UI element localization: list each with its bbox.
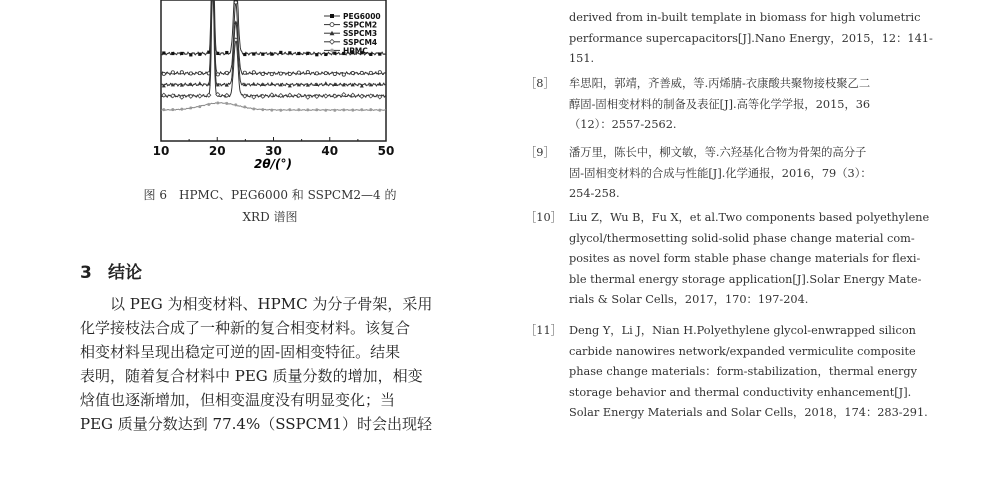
body-line: 以 PEG 为相变材料、HPMC 为分子骨架，采用 — [110, 295, 433, 313]
series-point-sspcm2 — [306, 71, 309, 74]
legend — [324, 12, 381, 55]
series-point-peg6000 — [198, 53, 201, 56]
series-point-hpmc — [342, 108, 345, 111]
series-point-peg6000 — [288, 51, 291, 54]
legend-label: SSPCM3 — [343, 29, 378, 39]
reference-line: Liu Z，Wu B，Fu X，et al.Two components based polyethylene — [569, 211, 930, 224]
reference-text — [569, 208, 965, 311]
reference-text — [569, 8, 965, 70]
reference-line: carbide nanowires network/expanded vermiculite composite — [569, 344, 916, 358]
series-point-peg6000 — [261, 53, 264, 56]
reference-number: ［11］ — [525, 324, 562, 337]
legend-label: SSPCM2 — [343, 20, 378, 30]
series-point-hpmc — [207, 103, 210, 106]
series-point-sspcm2 — [180, 71, 183, 74]
series-point-peg6000 — [306, 52, 309, 55]
series-point-hpmc — [225, 102, 228, 105]
series-point-hpmc — [324, 109, 327, 112]
series-point-sspcm2 — [342, 73, 345, 76]
series-point-peg6000 — [171, 52, 174, 55]
reference-line: ble thermal energy storage application[J].Solar Energy Mate- — [569, 272, 922, 286]
series-point-hpmc — [243, 105, 246, 108]
reference-number: ［9］ — [525, 146, 555, 159]
reference-line: Solar Energy Materials and Solar Cells，2018，174：283-291. — [569, 406, 928, 419]
series-point-sspcm3 — [324, 81, 328, 85]
series-point-sspcm4 — [324, 94, 328, 98]
series-point-sspcm2 — [378, 71, 381, 74]
body-line: 表明，随着复合材料中 PEG 质量分数的增加，相变 — [80, 367, 423, 385]
series-point-sspcm2 — [189, 72, 192, 75]
series-point-sspcm2 — [297, 71, 300, 74]
reference-line: glycol/thermosetting solid-solid phase change material com- — [569, 231, 915, 245]
section-heading — [80, 258, 142, 283]
series-point-sspcm2 — [171, 71, 174, 74]
series-point-peg6000 — [333, 52, 336, 55]
series-point-sspcm2 — [252, 71, 255, 74]
legend-marker — [330, 39, 335, 44]
reference-line: 牟思阳，郭靖，齐善威，等.丙烯腈-衣康酸共聚物接枝聚乙二 — [569, 77, 871, 90]
series-point-peg6000 — [315, 53, 318, 56]
series-point-sspcm2 — [243, 71, 246, 74]
series-point-hpmc — [270, 108, 273, 111]
x-tick-label: 10 — [152, 144, 170, 158]
reference-text — [569, 74, 965, 136]
series-point-sspcm2 — [315, 72, 318, 75]
series-point-peg6000 — [162, 51, 165, 54]
body-line: 相变材料呈现出稳定可逆的固-固相变特征。结果 — [80, 343, 401, 361]
reference-line: 固-固相变材料的合成与性能[J].化学通报，2016，79（3）： — [569, 166, 872, 180]
reference-line: （12）：2557-2562. — [569, 118, 677, 131]
legend-marker — [330, 23, 334, 27]
series-point-hpmc — [180, 108, 183, 111]
series-point-hpmc — [216, 101, 219, 104]
series-point-hpmc — [171, 108, 174, 111]
xrd-figure — [150, 0, 400, 175]
series-point-sspcm2 — [162, 72, 165, 75]
reference-line: 151. — [569, 52, 595, 65]
series-point-peg6000 — [243, 53, 246, 56]
legend-label: HPMC — [343, 46, 368, 56]
reference-line: phase change materials：form-stabilization，thermal energy — [569, 365, 918, 378]
series-point-peg6000 — [189, 53, 192, 56]
series-point-sspcm2 — [216, 73, 219, 76]
series-point-sspcm2 — [198, 72, 201, 75]
reference-line: 254-258. — [569, 187, 620, 200]
series-point-peg6000 — [216, 52, 219, 55]
series-point-sspcm2 — [360, 71, 363, 74]
series-point-peg6000 — [297, 52, 300, 55]
reference-line: performance supercapacitors[J].Nano Energy，2015，12：141- — [569, 31, 933, 45]
body-line: 焓值也逐渐增加，但相变温度没有明显变化；当 — [80, 391, 396, 409]
series-point-sspcm4 — [198, 94, 202, 98]
x-tick-label: 40 — [321, 144, 339, 158]
reference-line: rials & Solar Cells，2017，170：197-204. — [569, 293, 809, 306]
series-point-sspcm2 — [369, 71, 372, 74]
series-point-peg6000 — [270, 53, 273, 56]
series-point-hpmc — [306, 108, 309, 111]
figure-caption-line1: 图 6 HPMC、PEG6000 和 SSPCM2—4 的 — [143, 188, 397, 202]
reference-number: ［10］ — [525, 211, 562, 224]
reference-line: derived from in-built template in biomass for high volumetric — [569, 11, 921, 24]
body-paragraph — [80, 292, 480, 436]
series-point-peg6000 — [225, 51, 228, 54]
series-point-peg6000 — [180, 52, 183, 55]
reference-number: ［8］ — [525, 77, 555, 90]
series-point-sspcm2 — [234, 1, 237, 4]
x-tick-label: 30 — [265, 144, 282, 158]
x-tick-label: 20 — [208, 144, 226, 158]
reference-line: 醇固-固相变材料的制备及表征[J].高等化学学报，2015，36 — [569, 97, 871, 111]
series-point-sspcm2 — [324, 72, 327, 75]
series-point-hpmc — [315, 108, 318, 111]
body-line: PEG 质量分数达到 77.4%（SSPCM1）时会出现轻 — [80, 415, 432, 433]
reference-text — [569, 321, 965, 424]
series-point-sspcm2 — [288, 72, 291, 75]
series-point-sspcm2 — [279, 72, 282, 75]
series-point-peg6000 — [324, 53, 327, 56]
series-point-hpmc — [378, 109, 381, 112]
series-point-hpmc — [360, 108, 363, 111]
reference-line: 潘万里，陈长中，柳文敏，等.六羟基化合物为骨架的高分子 — [569, 146, 867, 159]
series-point-sspcm2 — [225, 71, 228, 74]
series-point-peg6000 — [378, 52, 381, 55]
x-tick-label: 50 — [377, 144, 395, 158]
section-title: 结论 — [108, 263, 142, 283]
series-point-sspcm2 — [333, 72, 336, 75]
reference-line: posites as novel form stable phase change materials for flexi- — [569, 252, 921, 265]
series-point-sspcm3 — [378, 82, 382, 86]
body-line: 化学接枝法合成了一种新的复合相变材料。该复合 — [80, 319, 411, 337]
series-point-sspcm3 — [252, 82, 256, 86]
reference-line: Deng Y，Li J，Nian H.Polyethylene glycol-enwrapped silicon — [569, 324, 916, 337]
series-point-sspcm4 — [207, 93, 211, 97]
x-axis-label: 2θ/(°) — [254, 157, 292, 171]
series-point-hpmc — [351, 108, 354, 111]
series-point-peg6000 — [252, 52, 255, 55]
reference-line: storage behavior and thermal conductivity enhancement[J]. — [569, 385, 912, 399]
section-number: 3 — [80, 263, 92, 283]
series-point-hpmc — [369, 108, 372, 111]
series-point-hpmc — [288, 108, 291, 111]
series-point-hpmc — [279, 109, 282, 112]
figure-caption-line2: XRD 谱图 — [242, 210, 298, 224]
legend-label: PEG6000 — [343, 12, 381, 21]
reference-text — [569, 143, 965, 205]
series-point-hpmc — [297, 108, 300, 111]
series-point-hpmc — [261, 108, 264, 111]
legend-marker — [330, 14, 334, 18]
series-point-sspcm3 — [198, 81, 202, 85]
series-point-sspcm2 — [270, 73, 273, 76]
series-point-hpmc — [333, 109, 336, 112]
series-point-sspcm3 — [270, 82, 274, 86]
series-point-sspcm2 — [261, 72, 264, 75]
legend-label: SSPCM4 — [343, 37, 378, 47]
series-point-sspcm2 — [351, 71, 354, 74]
series-point-peg6000 — [279, 51, 282, 54]
x-axis-ticks — [153, 137, 395, 158]
series-point-peg6000 — [369, 53, 372, 56]
series-point-hpmc — [252, 107, 255, 110]
